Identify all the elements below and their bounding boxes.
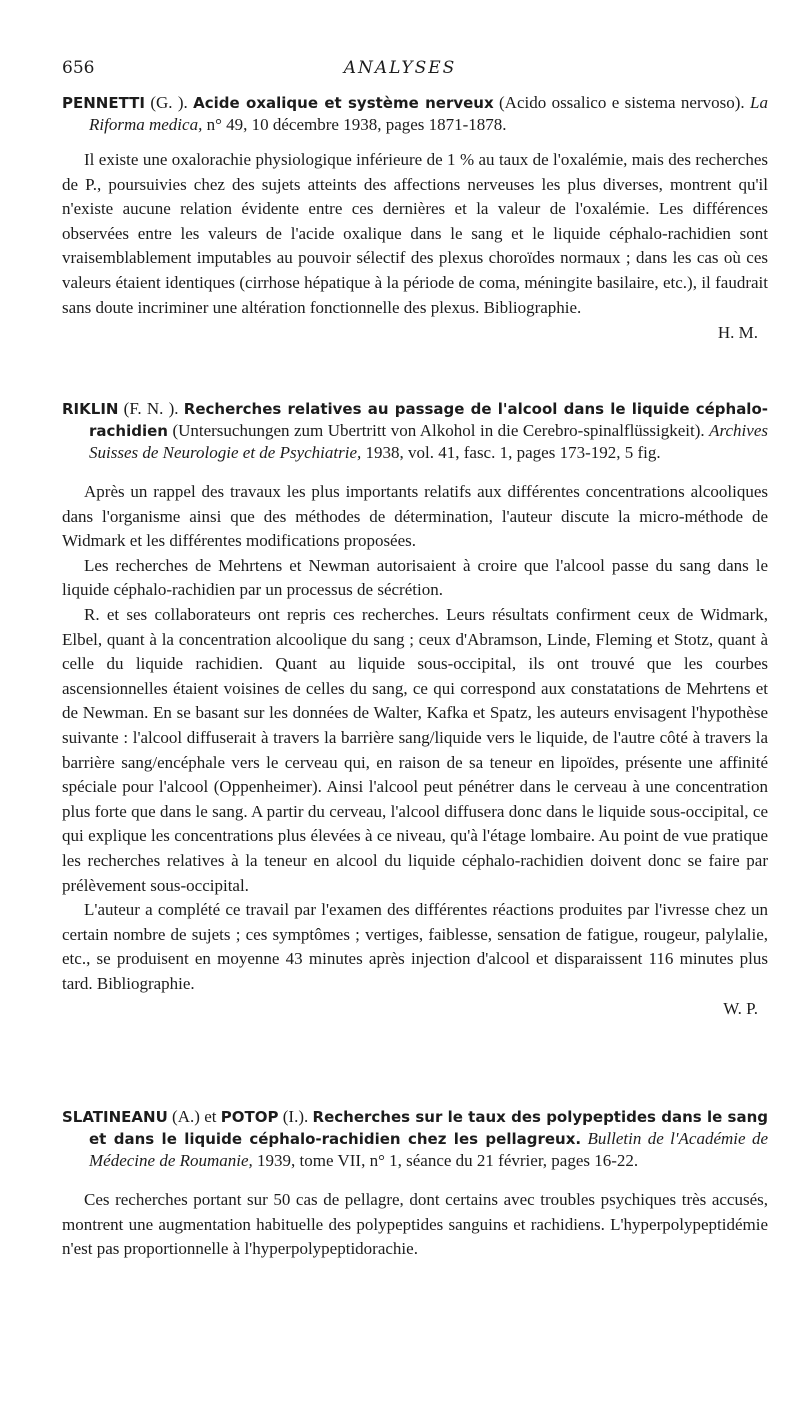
entry-heading: PENNETTI (G. ). Acide oxalique et système nerveux (Acido ossalico e sistema nervoso). La Riforma medica, n° 49, 10 décembre 1938, pages 1871-1878.: [62, 93, 768, 134]
entry-journal: Archives Suisses de Neurologie et de Psychiatrie,: [89, 421, 768, 462]
entry-title: Acide oxalique et système nerveux: [193, 94, 494, 112]
entry-paragraph: Après un rappel des travaux les plus importants relatifs aux différentes concentrations alcooliques dans l'organisme ainsi que des méthodes de détermination, l'auteur discute la micro-méthode de Widmark et les différentes modifications proposées.: [62, 482, 768, 551]
entry-authors: SLATINEANU: [62, 1108, 168, 1126]
entry-heading: SLATINEANU (A.) et POTOP (I.). Recherches sur le taux des polypeptides dans le sang et dans le liquide céphalo-rachidien chez les pellagreux. Bulletin de l'Académie de Médecine de Roumanie, 1939, tome VII, n° 1, séance du 21 février, pages 16-22.: [62, 1107, 769, 1170]
entry-authors: PENNETTI: [62, 94, 145, 112]
entry-journal: La Riforma medica,: [89, 93, 768, 134]
entry-authors: RIKLIN: [62, 400, 119, 418]
entry-journal: Bulletin de l'Académie de Médecine de Roumanie,: [89, 1129, 769, 1170]
entry-signature: W. P.: [723, 999, 758, 1019]
entry-signature: H. M.: [717, 323, 758, 343]
entry-paragraph: Il existe une oxalorachie physiologique inférieure de 1 % au taux de l'oxalémie, mais des recherches de P., poursuivies chez des sujets atteints des affections nerveuses les plus diverses, montrent qu'il n'existe aucune relation évidente entre ces dernières et la valeur de l'oxalémie. Les différences observées entre les valeurs de l'acide oxalique dans le sang et le liquide céphalo-rachidien sont vraisemblablement imputables au pouvoir sélectif des plexus choroïdes normaux ; dans les cas où ces valeurs étaient identiques (cirrhose hépatique à la période de coma, méningite basilaire, etc.), il faudrait sans doute incriminer une altération fonctionnelle des plexus. Bibliographie.: [62, 150, 768, 317]
entry-slatineanu: [62, 1106, 768, 1262]
entry-title: Recherches relatives au passage de l'alcool dans le liquide céphalo-rachidien: [89, 400, 768, 440]
entry-paragraph: Ces recherches portant sur 50 cas de pellagre, dont certains avec troubles psychiques très accusés, montrent une augmentation habituelle des polypeptides sanguins et rachidiens. L'hyperpolypeptidémie n'est pas proportionnelle à l'hyperpolypeptidorachie.: [62, 1190, 768, 1259]
page-number: 656: [62, 58, 95, 78]
entry-riklin: [62, 398, 768, 1020]
entry-paragraph: R. et ses collaborateurs ont repris ces recherches. Leurs résultats confirment ceux de Widmark, Elbel, quant à la concentration alcoolique du sang ; ceux d'Abramson, Linde, Fleming et Stotz, quant à celle du liquide rachidien. Quant au liquide sous-occipital, ils ont trouvé que les courbes ascensionnelles étaient voisines de celles du sang, ce qui correspond aux constatations de Mehrtens et de Newman. En se basant sur les données de Walter, Kafka et Spatz, les auteurs envisagent l'hypothèse suivante : l'alcool diffuserait à travers la barrière sang/liquide vers le liquide, de l'autre côté à travers la barrière sang/encéphale vers le cerveau qui, en raison de sa teneur en lipoïdes, présente une affinité spéciale pour l'alcool (Oppenheimer). Ainsi l'alcool peut pénétrer dans le cerveau à une concentration plus forte que dans le sang. A partir du cerveau, l'alcool diffusera donc dans le liquide sous-occipital, ce qui explique les concentrations plus élevées à ce niveau, qu'à l'étage lombaire. Au point de vue pratique les recherches relatives à la teneur en alcool du liquide céphalo-rachidien doivent donc se faire par prélèvement sous-occipital.: [62, 604, 768, 895]
running-title: ANALYSES: [343, 58, 457, 78]
entry-title: Recherches sur le taux des polypeptides dans le sang et dans le liquide céphalo-rachidien chez les pellagreux.: [89, 1108, 768, 1148]
entry-heading: RIKLIN (F. N. ). Recherches relatives au passage de l'alcool dans le liquide céphalo-rachidien (Untersuchungen zum Ubertritt von Alkohol in die Cerebro-spinalflüssigkeit). Archives Suisses de Neurologie et de Psychiatrie, 1938, vol. 41, fasc. 1, pages 173-192, 5 fig.: [62, 399, 768, 462]
entry-paragraph: Les recherches de Mehrtens et Newman autorisaient à croire que l'alcool passe du sang dans le liquide céphalo-rachidien par un processus de sécrétion.: [62, 555, 768, 600]
entry-paragraph: L'auteur a complété ce travail par l'examen des différentes réactions produites par l'ivresse chez un certain nombre de sujets ; ces symptômes ; vertiges, faiblesse, sensation de fatigue, rougeur, palylalie, etc., se produisent en moyenne 43 minutes après injection d'alcool et disparaissent 116 minutes plus tard. Bibliographie.: [62, 900, 768, 993]
entry-pennetti: [62, 92, 768, 344]
entry-authors-2: POTOP: [220, 1108, 279, 1126]
